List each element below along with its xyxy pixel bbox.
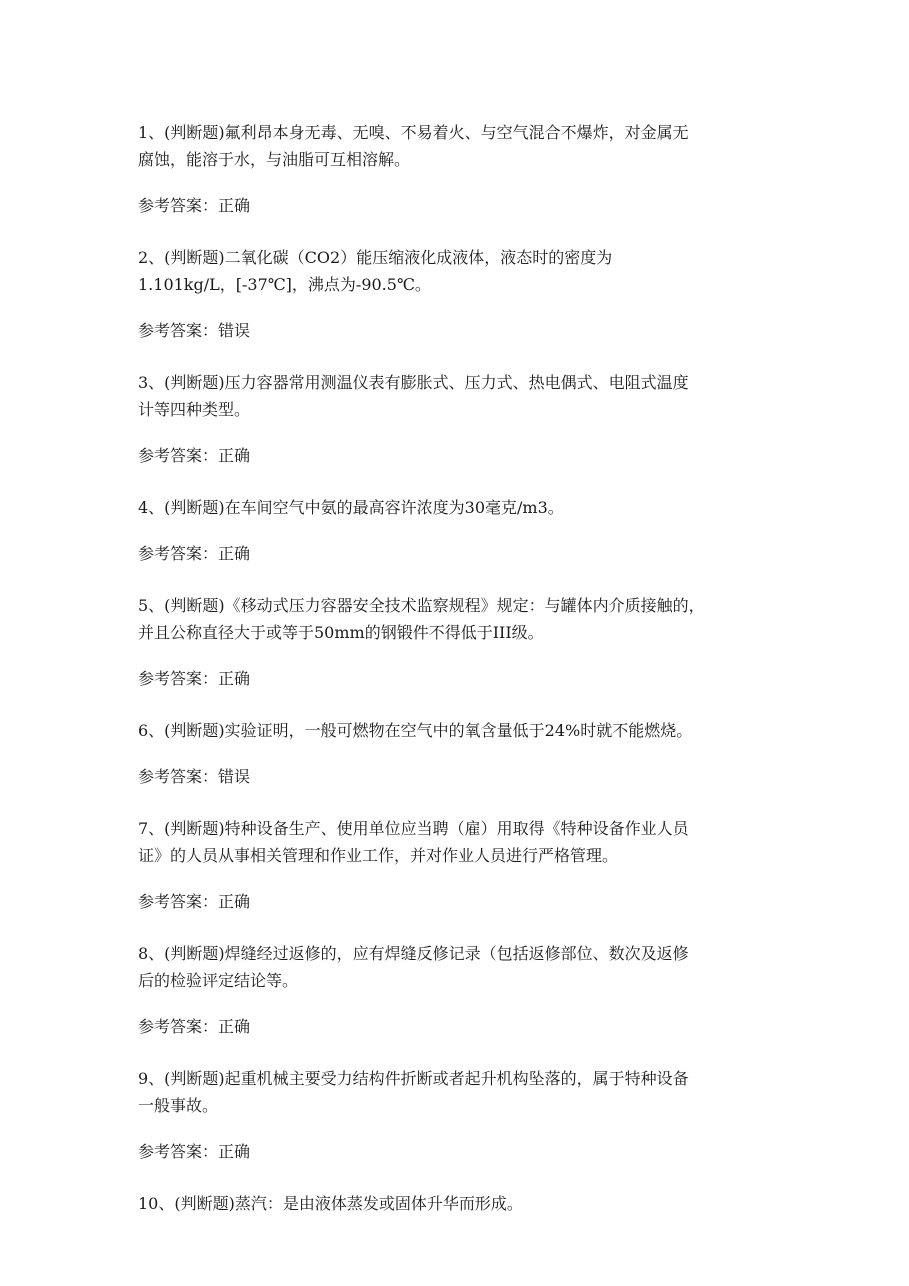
answer-label: 参考答案： bbox=[138, 892, 219, 911]
answer-line bbox=[138, 442, 778, 469]
question-line: 腐蚀，能溶于水，与油脂可互相溶解。 bbox=[138, 150, 411, 169]
question-text bbox=[138, 815, 778, 869]
answer-value: 错误 bbox=[218, 767, 251, 786]
question-block bbox=[138, 815, 778, 940]
question-block bbox=[138, 1190, 778, 1217]
answer-line bbox=[138, 192, 778, 219]
answer-value: 正确 bbox=[218, 1017, 251, 1036]
question-text bbox=[138, 1065, 778, 1119]
answer-line bbox=[138, 317, 778, 344]
answer-label: 参考答案： bbox=[138, 196, 219, 215]
answer-label: 参考答案： bbox=[138, 767, 219, 786]
question-line: 10、(判断题)蒸汽：是由液体蒸发或固体升华而形成。 bbox=[138, 1194, 523, 1213]
question-line: 4、(判断题)在车间空气中氨的最高容许浓度为30毫克/m3。 bbox=[138, 498, 564, 517]
answer-label: 参考答案： bbox=[138, 669, 219, 688]
answer-value: 正确 bbox=[218, 669, 251, 688]
question-block bbox=[138, 369, 778, 494]
answer-line bbox=[138, 888, 778, 915]
answer-value: 错误 bbox=[218, 321, 251, 340]
answer-label: 参考答案： bbox=[138, 446, 219, 465]
question-line: 5、(判断题)《移动式压力容器安全技术监察规程》规定：与罐体内介质接触的， bbox=[138, 596, 705, 615]
question-block bbox=[138, 940, 778, 1065]
question-line: 并且公称直径大于或等于50mm的钢锻件不得低于III级。 bbox=[138, 623, 544, 642]
question-text bbox=[138, 940, 778, 994]
question-line: 8、(判断题)焊缝经过返修的，应有焊缝反修记录（包括返修部位、数次及返修 bbox=[138, 944, 689, 963]
answer-line bbox=[138, 665, 778, 692]
question-block bbox=[138, 1065, 778, 1190]
question-block bbox=[138, 494, 778, 592]
answer-value: 正确 bbox=[218, 892, 251, 911]
question-block bbox=[138, 244, 778, 369]
answer-line bbox=[138, 763, 778, 790]
answer-label: 参考答案： bbox=[138, 321, 219, 340]
question-text bbox=[138, 369, 778, 423]
answer-label: 参考答案： bbox=[138, 1142, 219, 1161]
question-text bbox=[138, 119, 778, 173]
answer-line bbox=[138, 540, 778, 567]
question-line: 3、(判断题)压力容器常用测温仪表有膨胀式、压力式、热电偶式、电阻式温度 bbox=[138, 373, 689, 392]
question-line: 计等四种类型。 bbox=[138, 400, 251, 419]
question-text bbox=[138, 494, 778, 521]
question-line: 7、(判断题)特种设备生产、使用单位应当聘（雇）用取得《特种设备作业人员 bbox=[138, 819, 689, 838]
question-line: 证》的人员从事相关管理和作业工作，并对作业人员进行严格管理。 bbox=[138, 846, 619, 865]
question-text bbox=[138, 244, 778, 298]
question-line: 1.101kg/L，[-37℃]，沸点为-90.5℃。 bbox=[138, 275, 431, 294]
question-line: 后的检验评定结论等。 bbox=[138, 971, 299, 990]
question-line: 6、(判断题)实验证明，一般可燃物在空气中的氧含量低于24%时就不能燃烧。 bbox=[138, 721, 693, 740]
question-block bbox=[138, 717, 778, 815]
question-line: 一般事故。 bbox=[138, 1096, 219, 1115]
question-line: 2、(判断题)二氧化碳（CO2）能压缩液化成液体，液态时的密度为 bbox=[138, 248, 613, 267]
question-text bbox=[138, 592, 778, 646]
question-line: 9、(判断题)起重机械主要受力结构件折断或者起升机构坠落的，属于特种设备 bbox=[138, 1069, 689, 1088]
answer-value: 正确 bbox=[218, 544, 251, 563]
answer-line bbox=[138, 1138, 778, 1165]
answer-line bbox=[138, 1013, 778, 1040]
answer-value: 正确 bbox=[218, 196, 251, 215]
answer-value: 正确 bbox=[218, 1142, 251, 1161]
question-line: 1、(判断题)氟利昂本身无毒、无嗅、不易着火、与空气混合不爆炸，对金属无 bbox=[138, 123, 689, 142]
question-block bbox=[138, 119, 778, 244]
answer-label: 参考答案： bbox=[138, 544, 219, 563]
question-text bbox=[138, 717, 778, 744]
answer-value: 正确 bbox=[218, 446, 251, 465]
question-text bbox=[138, 1190, 778, 1217]
answer-label: 参考答案： bbox=[138, 1017, 219, 1036]
document-page bbox=[138, 119, 778, 1217]
question-block bbox=[138, 592, 778, 717]
